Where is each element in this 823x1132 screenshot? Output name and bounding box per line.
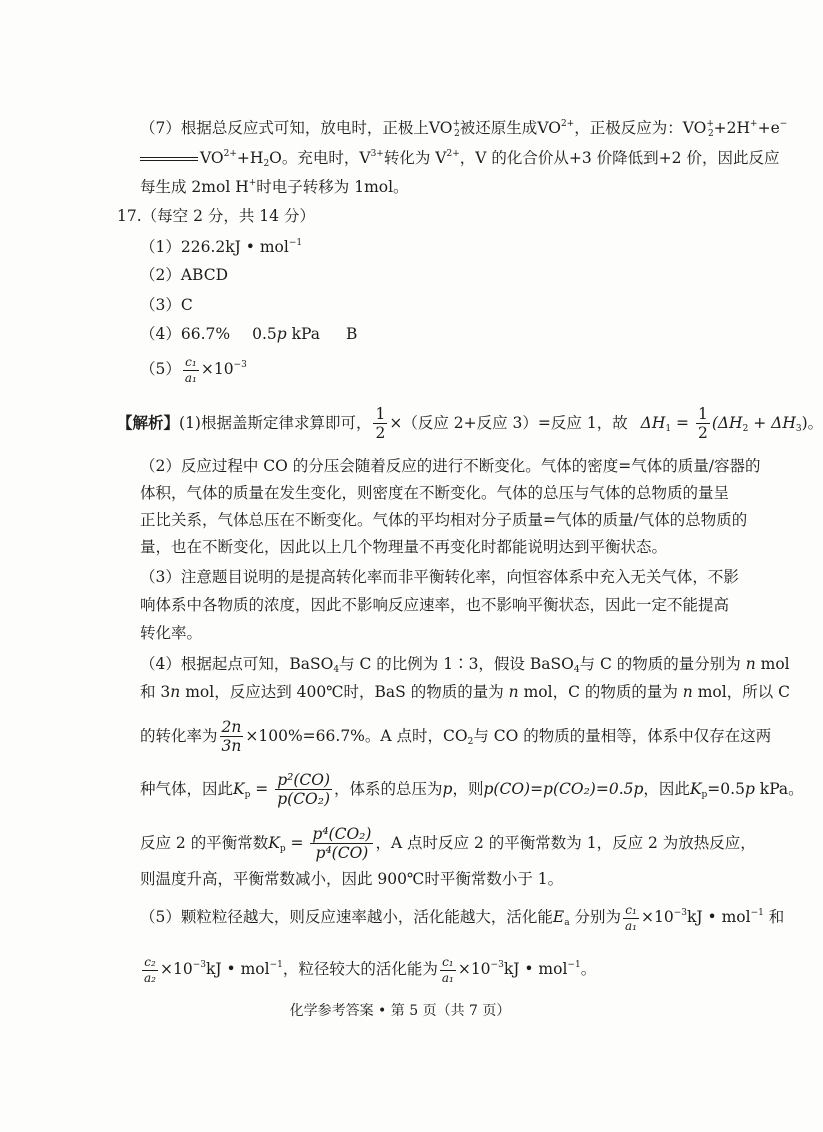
fraction-c1-a1: $\frac{\text{c₁}}{\text{a₁}}$ bbox=[184, 355, 197, 385]
fraction-half-2: $\frac{1}{2}$ bbox=[697, 405, 708, 443]
analysis-2-line-3: 正比关系，气体总压在不断变化。气体的平均相对分子质量=气体的质量/气体的总物质的 bbox=[140, 511, 748, 529]
fraction-kp-2: $\frac{\text{p⁴(CO₂)}}{\text{p⁴(CO)}}$ bbox=[312, 825, 372, 863]
fraction-c1-a1-b: $\frac{\text{c₁}}{\text{a₁}}$ bbox=[625, 903, 637, 933]
q16-line-2: $VO^{2+}+H_2O$。充电时，$V^{3+}$转化为 $V^{2+}$，V 的化合价从+3 价降低到+2 价，因此反应 bbox=[140, 147, 779, 169]
q17-answer-5: （5） $\frac{\text{c₁}}{\text{a₁}}$ $\times 10^{-3}$ bbox=[140, 355, 247, 385]
fraction-2n-3n: $\frac{2n}{3n}$ bbox=[221, 718, 242, 756]
analysis-4-line-6: 则温度升高，平衡常数减小，因此 900℃时平衡常数小于 1。 bbox=[140, 870, 564, 888]
analysis-2-line-2: 体积，气体的质量在发生变化，则密度在不断变化。气体的总压与气体的总物质的量呈 bbox=[140, 484, 730, 502]
fraction-c1-a1-c: $\frac{\text{c₁}}{\text{a₁}}$ bbox=[441, 955, 454, 985]
q17-answer-4: （4）66.7% 0.5p kPa B bbox=[140, 325, 358, 343]
q16-line-1: （7）根据总反应式可知，放电时，正极上$VO^+_2$被还原生成$VO^{2+}$，正极反应为：$VO^+_2+2H^++e^-$ bbox=[140, 119, 788, 139]
analysis-4-line-2: 和 3n mol，反应达到 400℃时，BaS 的物质的量为 n mol，C 的物质的量为 n mol，所以 C bbox=[140, 683, 790, 701]
analysis-3-line-3: 转化率。 bbox=[140, 624, 203, 642]
analysis-3-line-2: 响体系中各物质的浓度，因此不影响反应速率，也不影响平衡状态，因此一定不能提高 bbox=[140, 596, 730, 614]
q17-answer-2: （2）ABCD bbox=[140, 266, 229, 284]
fraction-kp-1: $\frac{\text{p²(CO)}}{\text{p(CO₂)}}$ bbox=[277, 771, 331, 809]
analysis-part-1: 【解析】(1)根据盖斯定律求算即可， $\frac{1}{2}$ ×（反应 2+反应 3）=反应 1，故 $\Delta H_1$ = $\frac{1}{2}$ $(\Delta H_2 + \Delta H_3)$。 bbox=[117, 405, 823, 443]
fraction-c2-a2: $\frac{\text{c₂}}{\text{a₂}}$ bbox=[144, 955, 156, 985]
q17-answer-1: （1）226.2kJ • mol$^{-1}$ bbox=[140, 238, 303, 256]
analysis-5-line-1: （5）颗粒粒径越大，则反应速率越小，活化能越大，活化能$E_a$ 分别为 $\frac{\text{c₁}}{\text{a₁}}$ $\times 10^{-3}kJ$ • mol$^{-1}$ 和 bbox=[140, 903, 785, 933]
analysis-2-line-1: （2）反应过程中 CO 的分压会随着反应的进行不断变化。气体的密度=气体的质量/容器的 bbox=[140, 457, 761, 475]
analysis-4-line-3: 的转化率为 $\frac{2n}{3n}$ ×100%=66.7%。A 点时，$CO_2$与 CO 的物质的量相等，体系中仅存在这两 bbox=[140, 718, 772, 756]
page-footer: 化学参考答案 • 第 5 页（共 7 页） bbox=[289, 1003, 511, 1019]
q16-line-3: 每生成 2mol H+时电子转移为 1mol。 bbox=[140, 178, 409, 196]
fraction-half: $\frac{1}{2}$ bbox=[375, 405, 386, 443]
analysis-2-line-4: 量，也在不断变化，因此以上几个物理量不再变化时都能说明达到平衡状态。 bbox=[140, 538, 668, 556]
q17-answer-3: （3）C bbox=[140, 296, 193, 314]
equals-sign bbox=[140, 157, 198, 161]
analysis-4-line-1: （4）根据起点可知，BaSO$_4$与 C 的比例为 1∶3，假设 BaSO$_4$与 C 的物质的量分别为 n mol bbox=[140, 655, 790, 675]
analysis-5-line-2: $\frac{\text{c₂}}{\text{a₂}}$ $\times 10^{-3}kJ$ • mol$^{-1}$，粒径较大的活化能为 $\frac{\text{c₁}}{\text{a₁}}$ $\times 10^{-3}kJ$ • mol$^{-1}$。 bbox=[144, 955, 597, 985]
q17-header: 17.（每空 2 分，共 14 分） bbox=[117, 207, 315, 225]
analysis-4-line-5: 反应 2 的平衡常数$K_p$ = $\frac{\text{p⁴(CO₂)}}{\text{p⁴(CO)}}$ ，A 点时反应 2 的平衡常数为 1，反应 2 为放热反应， bbox=[140, 825, 756, 863]
analysis-3-line-1: （3）注意题目说明的是提高转化率而非平衡转化率，向恒容体系中充入无关气体，不影 bbox=[140, 568, 739, 586]
analysis-4-line-4: 种气体，因此$K_p$ = $\frac{\text{p²(CO)}}{\text{p(CO₂)}}$ ，体系的总压为p，则p(CO)=p(CO₂)=0.5p，因此$K_p=0.5p$ kPa。 bbox=[140, 771, 804, 809]
